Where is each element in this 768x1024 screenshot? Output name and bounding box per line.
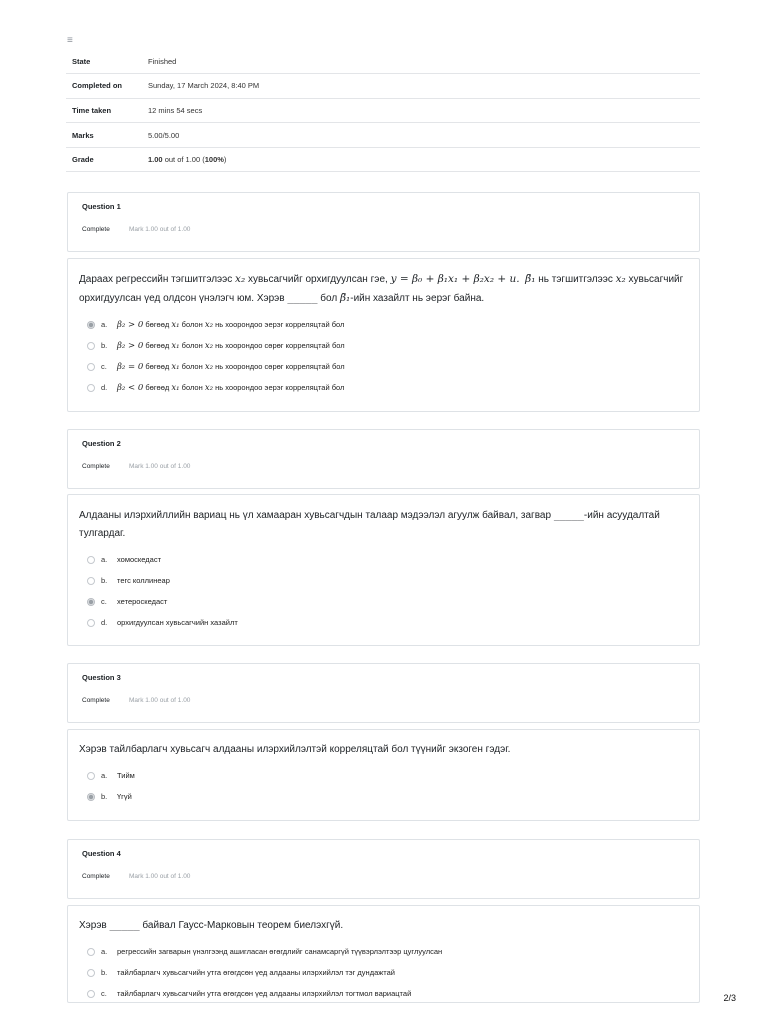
page-number: 2/3	[723, 993, 736, 1003]
answer-text: хомоскедаст	[117, 555, 162, 564]
question-1-info	[67, 192, 700, 252]
math-variable: x₁	[171, 361, 180, 372]
question-text	[79, 917, 687, 935]
math-variable: x₂	[615, 273, 626, 285]
math-inequality: β₂ < 0	[117, 382, 144, 393]
radio-selected-icon[interactable]	[87, 598, 95, 606]
answer-blank: _____	[553, 510, 584, 521]
grade-percent: 100%	[204, 155, 224, 165]
radio-icon[interactable]	[87, 556, 95, 564]
answer-list	[79, 941, 687, 1003]
answer-option-a[interactable]	[79, 765, 687, 786]
answer-text-part: нь хоорондоо эерэг корреляцтай бол	[213, 319, 345, 329]
radio-icon[interactable]	[87, 990, 95, 998]
answer-option-b[interactable]	[79, 962, 687, 983]
math-variable: x₂	[204, 361, 214, 372]
answer-text-part: бөгөөд	[143, 382, 172, 392]
question-2-info	[67, 429, 700, 489]
answer-letter: b.	[101, 792, 108, 801]
answer-letter: a.	[101, 320, 108, 329]
answer-letter: a.	[101, 555, 108, 564]
question-text-part: хувьсагчийг орхигдуулсан үед олдсон үнэлэгч юм. Хэрэв	[79, 274, 684, 304]
summary-row-completed-on	[66, 74, 700, 99]
question-text	[79, 507, 687, 543]
answer-letter: c.	[101, 362, 107, 371]
question-text-part: Хэрэв	[79, 920, 110, 931]
answer-text-part: бөгөөд	[143, 340, 172, 350]
answer-text: хетероскедаст	[117, 597, 168, 606]
answer-letter: c.	[101, 989, 107, 998]
question-text-part: -ийн асуудалтай тулгардаг.	[79, 510, 660, 539]
math-inequality: β₂ > 0	[117, 340, 144, 351]
summary-value: 12 mins 54 secs	[148, 98, 700, 123]
radio-icon[interactable]	[87, 772, 95, 780]
question-mark: Mark 1.00 out of 1.00	[129, 697, 191, 704]
answer-text	[117, 362, 345, 372]
answer-option-a[interactable]	[79, 549, 687, 570]
question-4-content	[67, 905, 700, 1003]
question-text-part: Дараах регрессийн тэгшитгэлээс	[79, 274, 236, 285]
answer-letter: d.	[101, 618, 108, 627]
grade-out-of: out of 1.00 (	[162, 155, 205, 165]
math-variable: x₂	[235, 273, 246, 285]
answer-list	[79, 765, 687, 807]
summary-value: 5.00/5.00	[148, 123, 700, 148]
answer-text	[117, 320, 344, 330]
question-mark: Mark 1.00 out of 1.00	[129, 463, 191, 470]
question-number: Question 4	[82, 849, 121, 858]
answer-option-c[interactable]	[79, 356, 687, 377]
summary-row-state	[66, 49, 700, 74]
math-inequality: β₂ > 0	[117, 319, 144, 330]
question-number: Question 3	[82, 673, 121, 682]
answer-text-part: нь хоорондоо эерэг корреляцтай бол	[213, 382, 345, 392]
attempt-summary-table	[66, 49, 700, 172]
radio-icon[interactable]	[87, 969, 95, 977]
answer-text: Тийм	[117, 771, 135, 780]
answer-option-c[interactable]	[79, 983, 687, 1003]
summary-row-marks	[66, 123, 700, 148]
radio-selected-icon[interactable]	[87, 321, 95, 329]
answer-option-b[interactable]	[79, 570, 687, 591]
answer-option-b[interactable]	[79, 786, 687, 807]
grade-score: 1.00	[148, 155, 163, 165]
answer-option-c[interactable]	[79, 591, 687, 612]
math-estimator: β̃₁	[525, 273, 536, 285]
question-4-info	[67, 839, 700, 899]
question-mark: Mark 1.00 out of 1.00	[129, 873, 191, 880]
summary-label: State	[66, 49, 148, 74]
summary-label: Completed on	[66, 74, 148, 99]
question-text-part: хувьсагчийг орхигдуулсан гэе,	[245, 274, 391, 285]
question-state: Complete	[82, 463, 110, 470]
math-variable: x₂	[204, 340, 214, 351]
answer-letter: b.	[101, 341, 108, 350]
answer-text-part: болон	[179, 382, 205, 392]
answer-text-part: нь хоорондоо сөрөг корреляцтай бол	[213, 361, 345, 371]
radio-icon[interactable]	[87, 384, 95, 392]
question-text	[79, 270, 687, 308]
answer-option-a[interactable]	[79, 314, 687, 335]
answer-text: Үгүй	[117, 792, 132, 801]
question-state: Complete	[82, 226, 110, 233]
answer-text-part: болон	[179, 319, 205, 329]
summary-row-time-taken	[66, 98, 700, 123]
summary-value: Finished	[148, 49, 700, 74]
answer-text	[117, 383, 344, 393]
math-variable: x₁	[171, 319, 180, 330]
question-number: Question 2	[82, 439, 121, 448]
grade-close: )	[223, 155, 227, 165]
menu-icon[interactable]: ≡	[67, 35, 73, 46]
summary-row-grade	[66, 147, 700, 172]
answer-text-part: болон	[179, 361, 205, 371]
answer-text: регрессийн загварын үнэлгээнд ашигласан өгөгдлийг санамсаргүй түүвэрлэлтээр цуглуулсан	[117, 947, 443, 956]
math-variable: x₁	[171, 340, 180, 351]
answer-text: орхигдуулсан хувьсагчийн хазайлт	[117, 618, 238, 627]
question-mark: Mark 1.00 out of 1.00	[129, 226, 191, 233]
summary-label: Grade	[66, 147, 148, 172]
answer-text: тайлбарлагч хувьсагчийн утга өгөгдсөн үед алдааны илэрхийлэл тэг дундажтай	[117, 968, 395, 977]
answer-blank: _____	[109, 920, 140, 931]
answer-option-d[interactable]	[79, 612, 687, 633]
question-1-content	[67, 258, 700, 412]
question-2-content	[67, 494, 700, 646]
answer-list	[79, 314, 687, 398]
question-text-part: Алдааны илэрхийллийн вариац нь үл хамааран хувьсагчдын талаар мэдээлэл агуулж байвал, загвар	[79, 510, 554, 521]
summary-value: Sunday, 17 March 2024, 8:40 PM	[148, 74, 700, 99]
math-variable: x₂	[204, 382, 214, 393]
math-variable: x₂	[204, 319, 214, 330]
answer-letter: a.	[101, 771, 108, 780]
question-text-part: нь тэгшитгэлээс	[535, 274, 616, 285]
math-variable: x₁	[171, 382, 180, 393]
question-text: Хэрэв тайлбарлагч хувьсагч алдааны илэрхийлэлтэй корреляцтай бол түүнийг экзоген гэдэг.	[79, 744, 511, 755]
answer-text: тайлбарлагч хувьсагчийн утга өгөгдсөн үед алдааны илэрхийлэл тогтмол вариацтай	[117, 989, 412, 998]
question-text-part: байвал Гаусс-Марковын теорем биелэхгүй.	[139, 920, 344, 931]
answer-letter: d.	[101, 383, 108, 392]
answer-letter: b.	[101, 576, 108, 585]
math-equation: y = β₀ + β₁x₁ + β₂x₂ + u.	[390, 273, 520, 285]
answer-list	[79, 549, 687, 633]
radio-icon[interactable]	[87, 342, 95, 350]
answer-text-part: болон	[179, 340, 205, 350]
radio-icon[interactable]	[87, 948, 95, 956]
question-state: Complete	[82, 697, 110, 704]
answer-text-part: бөгөөд	[143, 361, 172, 371]
summary-label: Time taken	[66, 98, 148, 123]
question-3-info	[67, 663, 700, 723]
math-estimator: β̃₁	[339, 292, 351, 304]
answer-text-part: бөгөөд	[143, 319, 172, 329]
radio-icon[interactable]	[87, 363, 95, 371]
question-text-part: бол	[317, 293, 340, 304]
answer-letter: a.	[101, 947, 108, 956]
radio-icon[interactable]	[87, 577, 95, 585]
answer-option-d[interactable]	[79, 377, 687, 398]
answer-text: тегс коллинеар	[117, 576, 170, 585]
question-3-content	[67, 729, 700, 821]
question-text-part: -ийн хазайлт нь эерэг байна.	[350, 293, 485, 304]
answer-blank: _____	[287, 293, 318, 304]
answer-text	[117, 341, 345, 351]
question-state: Complete	[82, 873, 110, 880]
summary-value	[148, 147, 700, 172]
answer-letter: c.	[101, 597, 107, 606]
summary-label: Marks	[66, 123, 148, 148]
answer-letter: b.	[101, 968, 108, 977]
radio-selected-icon[interactable]	[87, 793, 95, 801]
answer-text-part: нь хоорондоо сөрөг корреляцтай бол	[213, 340, 345, 350]
radio-icon[interactable]	[87, 619, 95, 627]
answer-option-b[interactable]	[79, 335, 687, 356]
math-inequality: β₂ = 0	[117, 361, 144, 372]
question-number: Question 1	[82, 202, 121, 211]
answer-option-a[interactable]	[79, 941, 687, 962]
